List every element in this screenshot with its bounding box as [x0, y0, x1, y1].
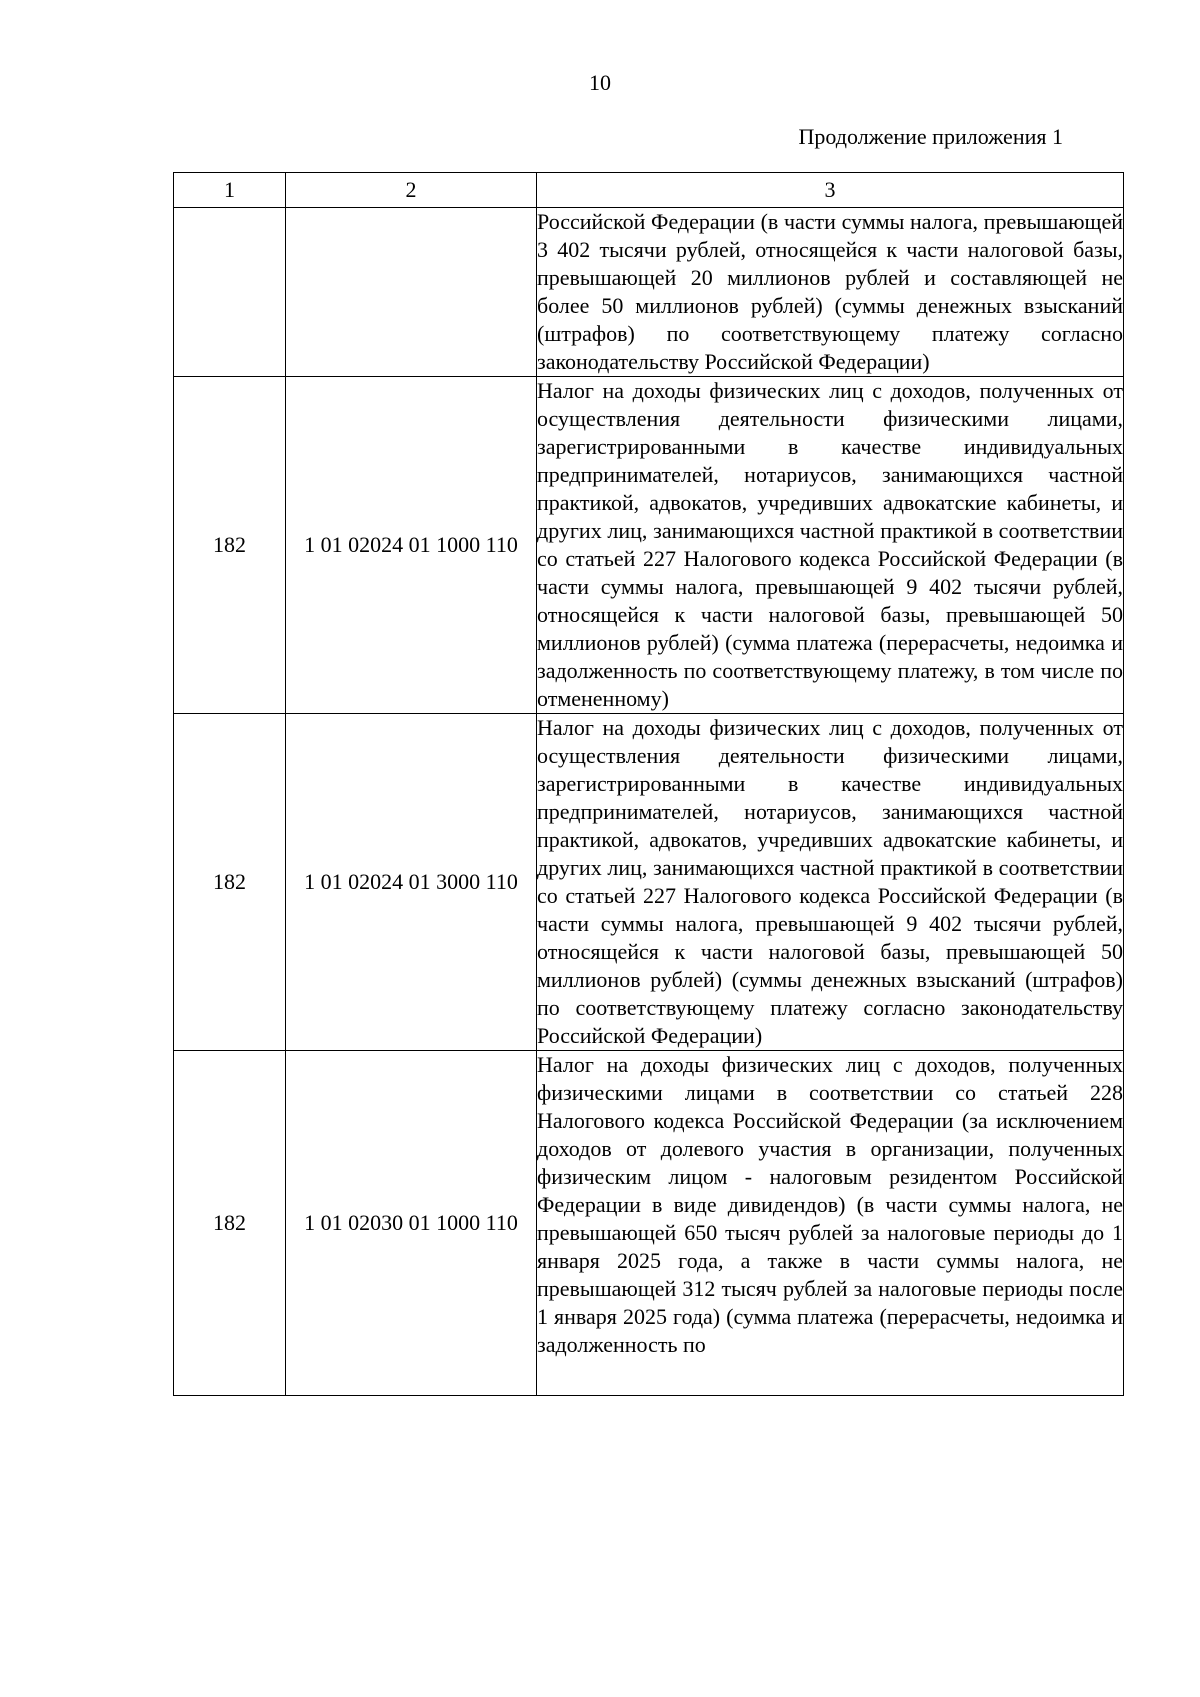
- admin-code-cell: 182: [174, 377, 286, 714]
- header-cell-3: 3: [537, 173, 1124, 208]
- budget-code-cell: 1 01 02024 01 3000 110: [286, 714, 537, 1051]
- admin-code-cell: [174, 208, 286, 377]
- description-cell: Российской Федерации (в части суммы налога, превышающей 3 402 тысячи рублей, относящейся к части налоговой базы, превышающей 20 миллионов рублей и составляющей не более 50 миллионов рублей) (суммы денежных взысканий (штрафов) по соответствующему платежу согласно законодательству Российской Федерации): [537, 208, 1124, 377]
- table-row: [174, 1051, 1124, 1396]
- table-header-row: [174, 173, 1124, 208]
- budget-code-cell: 1 01 02024 01 1000 110: [286, 377, 537, 714]
- description-cell: Налог на доходы физических лиц с доходов, полученных от осуществления деятельности физическими лицами, зарегистрированными в качестве индивидуальных предпринимателей, нотариусов, занимающихся частной практикой, адвокатов, учредивших адвокатские кабинеты, и других лиц, занимающихся частной практикой в соответствии со статьей 227 Налогового кодекса Российской Федерации (в части суммы налога, превышающей 9 402 тысячи рублей, относящейся к части налоговой базы, превышающей 50 миллионов рублей) (сумма платежа (перерасчеты, недоимка и задолженность по соответствующему платежу, в том числе по отмененному): [537, 377, 1124, 714]
- table-row: [174, 377, 1124, 714]
- budget-code-cell: [286, 208, 537, 377]
- admin-code-cell: 182: [174, 714, 286, 1051]
- header-cell-2: 2: [286, 173, 537, 208]
- budget-code-cell: 1 01 02030 01 1000 110: [286, 1051, 537, 1396]
- description-cell: [537, 1051, 1124, 1396]
- description-text: Налог на доходы физических лиц с доходов, полученных физическими лицами в соответствии со статьей 228 Налогового кодекса Российской Федерации (за исключением доходов от долевого участия в организации, полученных физическим лицом - налоговым резидентом Российской Федерации в виде дивидендов) (в части суммы налога, не превышающей 650 тысяч рублей за налоговые периоды до 1 января 2025 года, а также в части суммы налога, не превышающей 312 тысяч рублей за налоговые периоды после 1 января 2025 года) (сумма платежа (перерасчеты, недоимка и задолженность по: [537, 1052, 1123, 1357]
- admin-code-cell: 182: [174, 1051, 286, 1396]
- appendix-continuation-note: Продолжение приложения 1: [798, 124, 1063, 149]
- table-row: [174, 208, 1124, 377]
- table-row: [174, 714, 1124, 1051]
- page-number: 10: [589, 70, 611, 95]
- header-cell-1: 1: [174, 173, 286, 208]
- budget-codes-table: [173, 172, 1124, 1396]
- description-cell: Налог на доходы физических лиц с доходов, полученных от осуществления деятельности физическими лицами, зарегистрированными в качестве индивидуальных предпринимателей, нотариусов, занимающихся частной практикой, адвокатов, учредивших адвокатские кабинеты, и других лиц, занимающихся частной практикой в соответствии со статьей 227 Налогового кодекса Российской Федерации (в части суммы налога, превышающей 9 402 тысячи рублей, относящейся к части налоговой базы, превышающей 50 миллионов рублей) (суммы денежных взысканий (штрафов) по соответствующему платежу согласно законодательству Российской Федерации): [537, 714, 1124, 1051]
